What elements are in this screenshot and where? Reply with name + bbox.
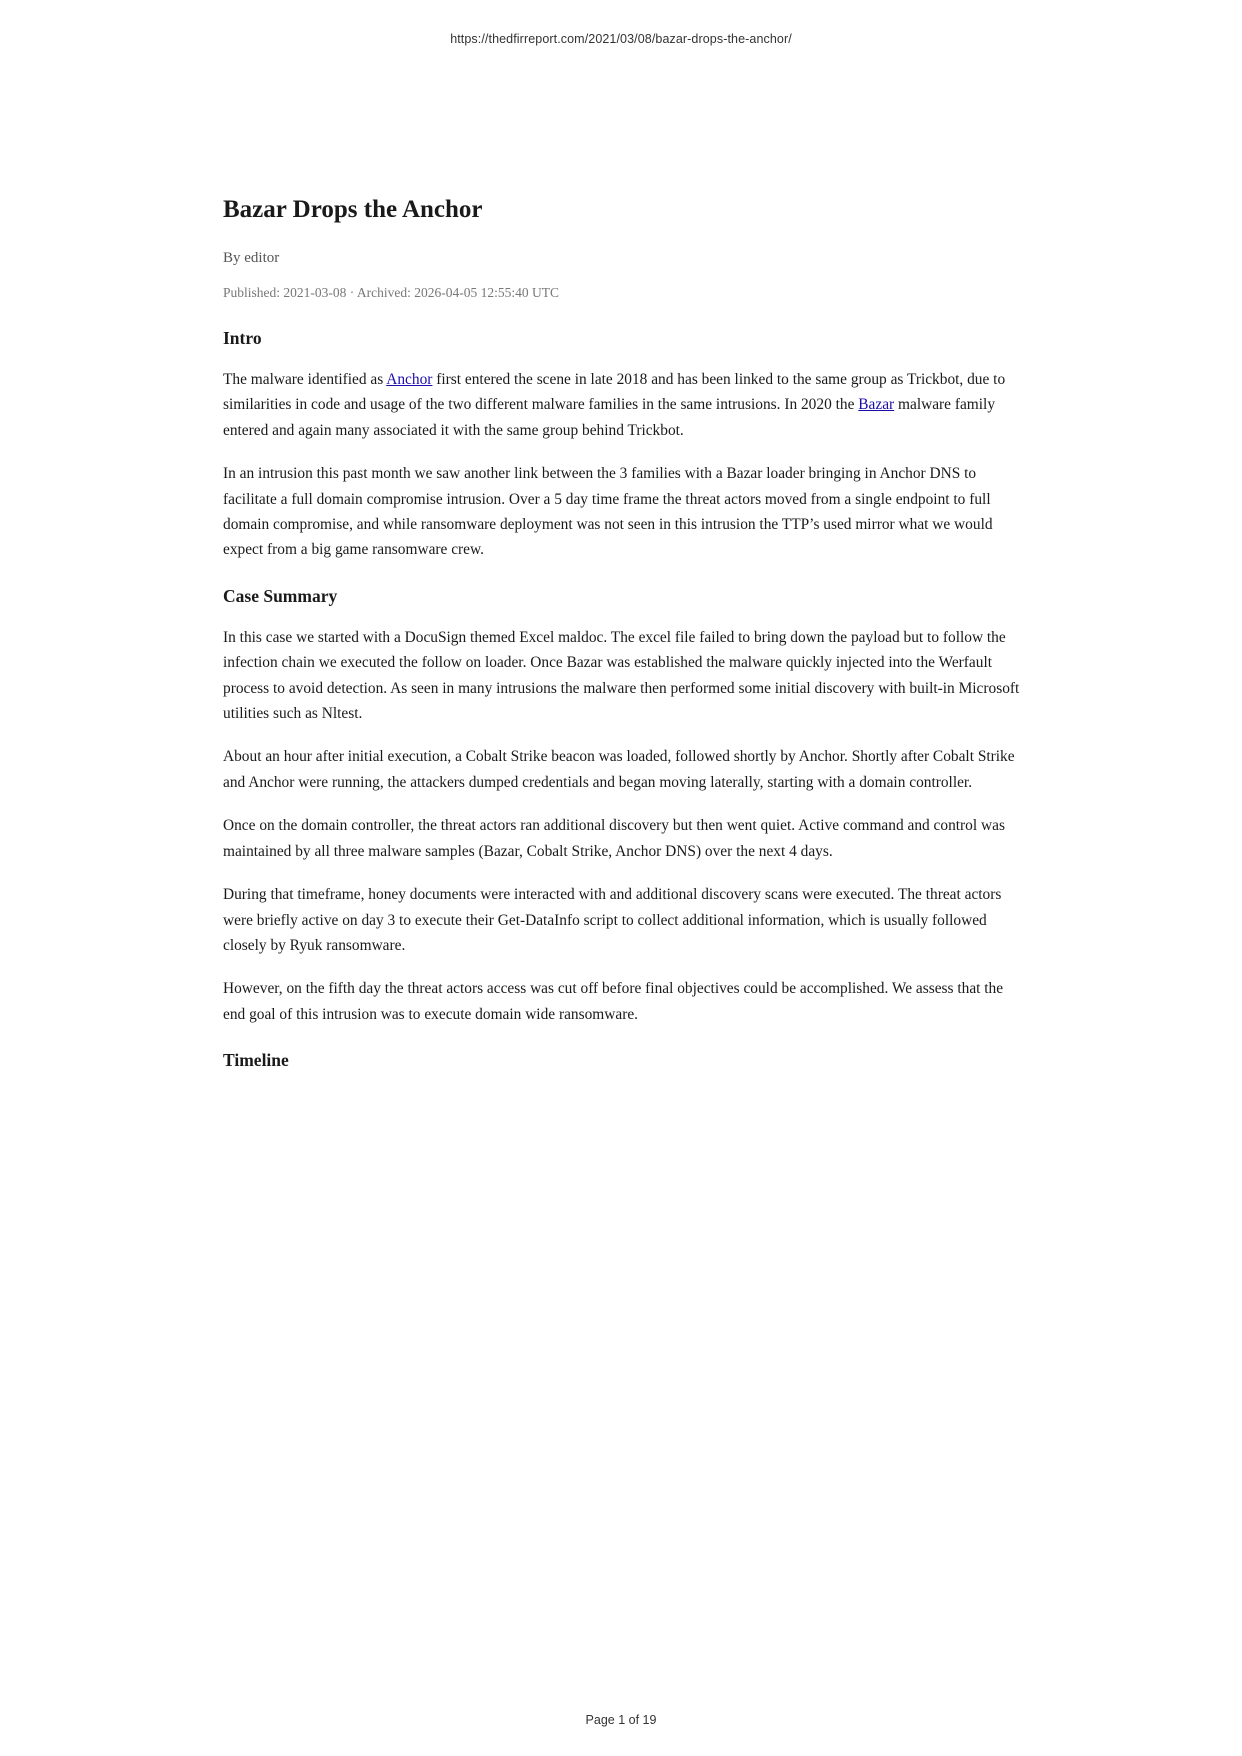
paragraph-case-summary-5: However, on the fifth day the threat actors access was cut off before final objectives could be accomplished. We assess that the end goal of this intrusion was to execute domain wide ransomware. bbox=[223, 980, 1004, 1023]
article-byline: By editor bbox=[223, 250, 280, 266]
paragraph-case-summary-1: In this case we started with a DocuSign themed Excel maldoc. The excel file failed to bring down the payload but to follow the infection chain we executed the follow on loader. Once Bazar was established the malware quickly injected into the Werfault process to avoid detection. As seen in many intrusions the malware then performed some initial discovery with built-in Microsoft utilities such as Nltest. bbox=[223, 628, 1020, 723]
paragraph-intro-2: In an intrusion this past month we saw another link between the 3 families with a Bazar loader bringing in Anchor DNS to facilitate a full domain compromise intrusion. Over a 5 day time frame the threat actors moved from a single endpoint to full domain compromise, and while ransomware deployment was not seen in this intrusion the TTP’s used mirror what we would expect from a big game ransomware crew. bbox=[223, 465, 993, 559]
text-span: first entered the scene in late 2018 and has been linked to the same group as Trickbot, due to similarities in code and usage of the two different malware families in the same intrusions. In 2020 the bbox=[223, 371, 1006, 414]
section-heading-case-summary: Case Summary bbox=[223, 585, 338, 606]
article-meta: Published: 2021-03-08 · Archived: 2026-04-05 12:55:40 UTC bbox=[223, 285, 559, 300]
section-heading-timeline: Timeline bbox=[223, 1050, 289, 1071]
paragraph-case-summary-4: During that timeframe, honey documents were interacted with and additional discovery scans were executed. The threat actors were briefly active on day 3 to execute their Get-DataInfo script to collect additional information, which is usually followed closely by Ryuk ransomware. bbox=[223, 886, 1002, 954]
paragraph-intro-1 bbox=[223, 367, 1023, 443]
text-span: malware family entered and again many associated it with the same group behind Trickbot. bbox=[223, 396, 996, 439]
article-title: Bazar Drops the Anchor bbox=[223, 196, 483, 223]
text-span: The malware identified as bbox=[223, 371, 387, 388]
anchor-link[interactable]: Anchor bbox=[386, 371, 433, 388]
page-number-footer: Page 1 of 19 bbox=[585, 1713, 657, 1727]
section-heading-intro: Intro bbox=[223, 328, 262, 348]
paragraph-case-summary-3: Once on the domain controller, the threat actors ran additional discovery but then went quiet. Active command and control was maintained by all three malware samples (Bazar, Cobalt Strike, Anchor DNS) over the next 4 days. bbox=[223, 817, 1005, 860]
page-url-header: https://thedfirreport.com/2021/03/08/bazar-drops-the-anchor/ bbox=[450, 32, 792, 46]
paragraph-case-summary-2: About an hour after initial execution, a Cobalt Strike beacon was loaded, followed shortly by Anchor. Shortly after Cobalt Strike and Anchor were running, the attackers dumped credentials and began moving laterally, starting with a domain controller. bbox=[223, 748, 1015, 791]
article bbox=[223, 190, 1023, 1073]
bazar-link[interactable]: Bazar bbox=[858, 396, 895, 414]
